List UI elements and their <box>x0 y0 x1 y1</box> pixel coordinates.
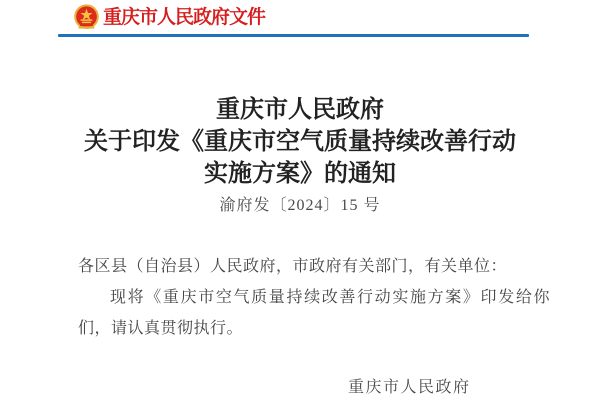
national-emblem-icon <box>73 4 100 32</box>
document-number: 渝府发〔2024〕15 号 <box>219 197 381 214</box>
document-title-line-2: 关于印发《重庆市空气质量持续改善行动 <box>84 129 516 155</box>
document-title-line-3: 实施方案》的通知 <box>204 161 396 187</box>
letterhead-divider <box>58 34 529 37</box>
issuer-signature: 重庆市人民政府 <box>348 379 471 396</box>
document-title-block <box>0 94 600 218</box>
document-body <box>78 251 550 344</box>
body-paragraph: 现将《重庆市空气质量持续改善行动实施方案》印发给你们，请认真贯彻执行。 <box>78 289 550 337</box>
letterhead <box>73 4 265 32</box>
document-title-line-1: 重庆市人民政府 <box>216 97 384 123</box>
salutation-line: 各区县（自治县）人民政府，市政府有关部门，有关单位： <box>78 258 508 275</box>
letterhead-agency-title: 重庆市人民政府文件 <box>103 7 266 28</box>
